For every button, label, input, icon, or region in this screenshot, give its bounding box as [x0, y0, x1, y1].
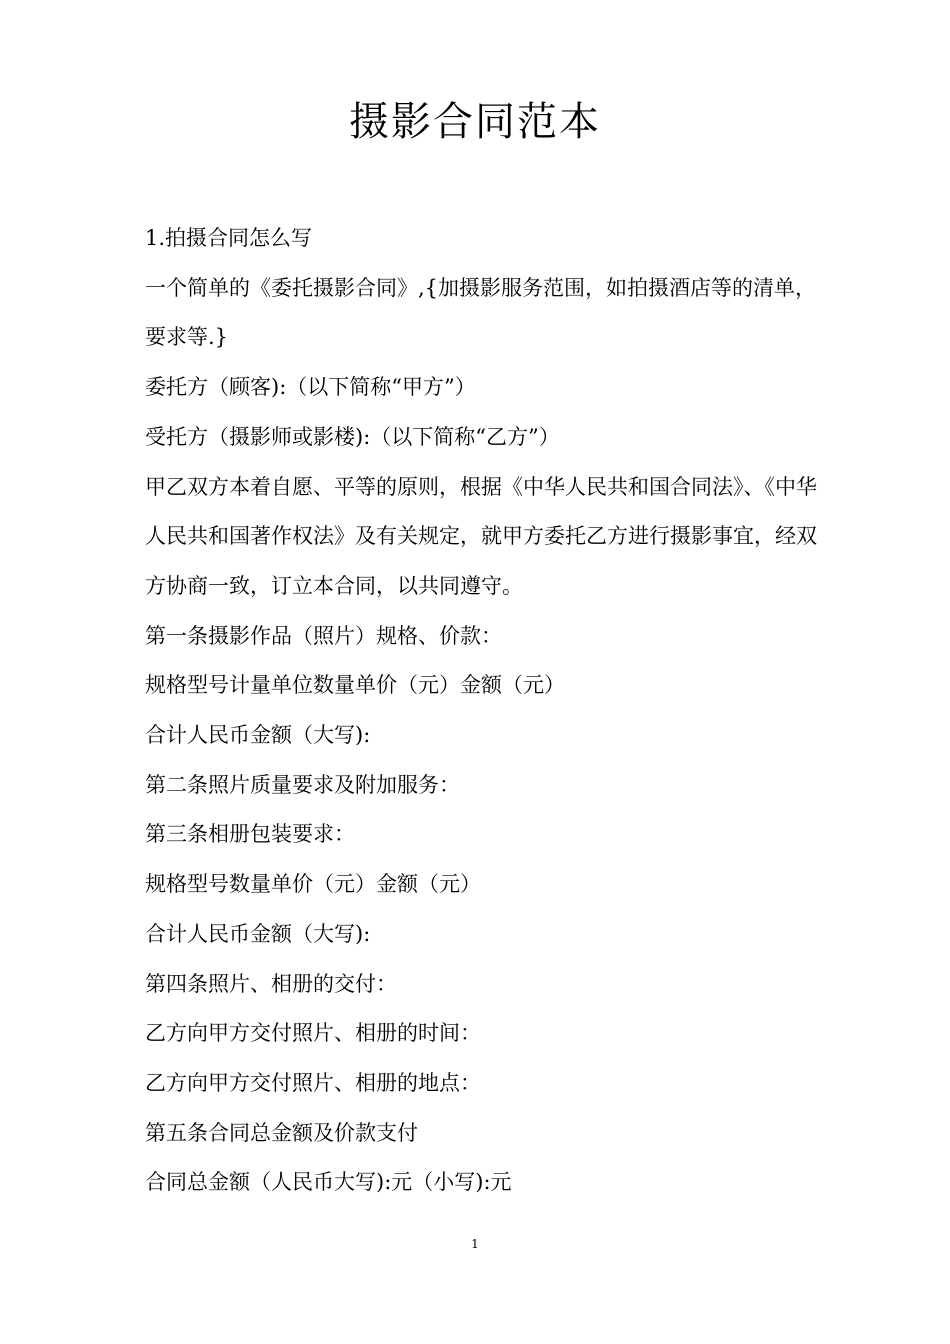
document-body [145, 214, 825, 1208]
document-title: 摄影合同范本 [349, 99, 601, 145]
article-5-heading: 第五条合同总金额及价款支付 [145, 1120, 418, 1145]
preamble-paragraph: 甲乙双方本着自愿、平等的原则，根据《中华人民共和国合同法》、《中华人民共和国著作权法》及有关规定，就甲方委托乙方进行摄影事宜，经双方协商一致，订立本合同，以共同遵守。 [145, 474, 817, 598]
delivery-time-line: 乙方向甲方交付照片、相册的时间： [145, 1021, 481, 1046]
article-1-columns: 规格型号计量单位数量单价（元）金额（元） [145, 673, 565, 698]
delivery-place-line: 乙方向甲方交付照片、相册的地点： [145, 1070, 481, 1095]
article-3-columns: 规格型号数量单价（元）金额（元） [145, 872, 481, 897]
article-1-heading: 第一条摄影作品（照片）规格、价款： [145, 623, 502, 648]
article-3-total: 合计人民币金额（大写): [145, 921, 371, 946]
article-4-heading: 第四条照片、相册的交付： [145, 971, 397, 996]
section-heading-how-to-write: 1.拍摄合同怎么写 [145, 226, 313, 250]
intro-paragraph: 一个简单的《委托摄影合同》,{加摄影服务范围，如拍摄酒店等的清单，要求等.} [145, 275, 817, 350]
party-b-line: 受托方（摄影师或影楼):（以下简称“乙方”） [145, 424, 560, 449]
page-number: 1 [471, 1237, 479, 1251]
article-2-heading: 第二条照片质量要求及附加服务： [145, 772, 460, 797]
article-3-heading: 第三条相册包装要求： [145, 822, 355, 847]
contract-total-amount-line: 合同总金额（人民币大写):元（小写):元 [145, 1170, 512, 1195]
party-a-line: 委托方（顾客):（以下简称“甲方”） [145, 375, 476, 400]
article-1-total: 合计人民币金额（大写): [145, 723, 371, 748]
